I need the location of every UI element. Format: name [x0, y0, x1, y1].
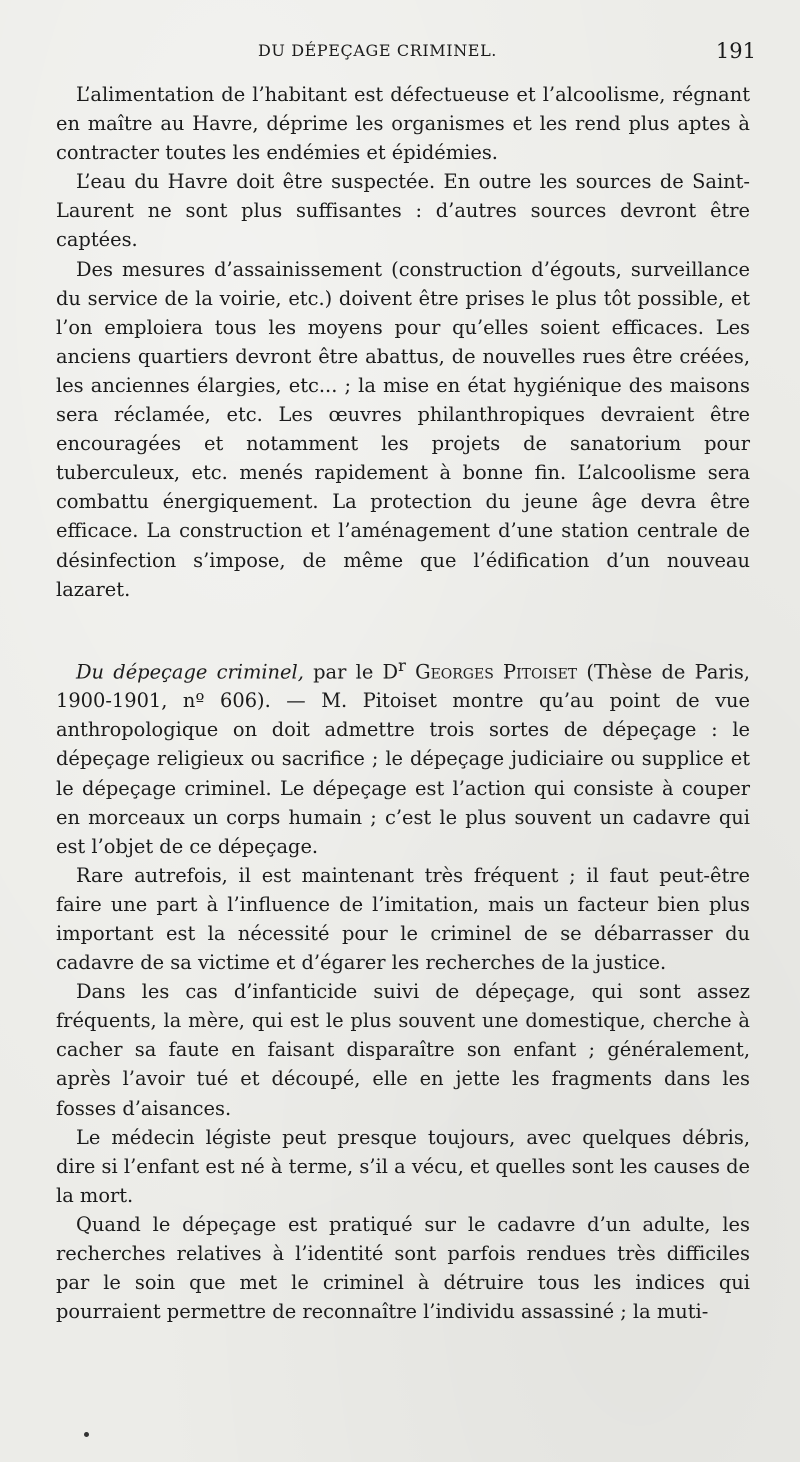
paragraph-rare-autrefois: Rare autrefois, il est maintenant très fréquent ; il faut peut-être faire une part à l’influence de l’imitation, mais un facteur bien plus important est la nécessité pour le criminel de se débarrasser du cadavre de sa victime et d’égarer les recherches de la justice. — [56, 863, 750, 975]
page-number: 191 — [715, 39, 756, 63]
paragraph-infanticide: Dans les cas d’infanticide suivi de dépeçage, qui sont assez fréquents, la mère, qui est le plus souvent une domestique, cherche à cacher sa faute en faisant disparaître son enfant ; généralement, après l’avoir tué et découpé, elle en jette les fragments dans les fosses d’aisances. — [56, 980, 750, 1120]
review-author: Georges Pitoiset — [415, 660, 578, 684]
paragraph-mesures-assainissement: Des mesures d’assainissement (construction d’égouts, surveillance du service de la voirie, etc.) doivent être prises le plus tôt possible, et l’on emploiera tous les moyens pour qu’elles soient efficaces. Les anciens quartiers devront être abattus, de nouvelles rues être créées, les anciennes élargies, etc... ; la mise en état hygiénique des maisons sera réclamée, etc. Les œuvres philanthropiques devraient être encouragées et notamment les projets de sanatorium pour tuberculeux, etc. menés rapidement à bonne fin. L’alcoolisme sera combattu énergiquement. La protection du jeune âge devra être efficace. La construction et l’aménagement d’une station centrale de désinfection s’impose, de même que l’édification d’un nouveau lazaret. — [56, 257, 750, 601]
review-body: (Thèse de Paris, 1900-1901, nº 606). — M. Pitoiset montre qu’au point de vue anthropologique on doit admettre trois sortes de dépeçage : le dépeçage religieux ou sacrifice ; le dépeçage judiciaire ou supplice et le dépeçage criminel. Le dépeçage est l’action qui consiste à couper en morceaux un corps humain ; c’est le plus souvent un cadavre qui est l’objet de ce dépeçage. — [56, 660, 750, 858]
running-title: DU DÉPEÇAGE CRIMINEL. — [258, 41, 497, 60]
review-title: Du dépeçage criminel, — [76, 660, 304, 684]
body-text — [56, 80, 750, 1326]
paragraph-alimentation: L’alimentation de l’habitant est défectueuse et l’alcoolisme, régnant en maître au Havre, déprime les organismes et les rend plus aptes à contracter toutes les endémies et épidémies. — [56, 83, 750, 165]
paragraph-review-depecage — [56, 651, 750, 861]
ink-speck — [84, 1432, 89, 1437]
paragraph-eau-du-havre: L’eau du Havre doit être suspectée. En outre les sources de Saint-Laurent ne sont plus suffisantes : d’autres sources devront être captées. — [56, 170, 750, 252]
review-dr-superscript: r — [398, 655, 406, 675]
page-header — [56, 36, 756, 66]
paragraph-cadavre-adulte: Quand le dépeçage est pratiqué sur le cadavre d’un adulte, les recherches relatives à l’identité sont parfois rendues très difficiles par le soin que met le criminel à détruire tous les indices qui pourraient permettre de reconnaître l’individu assassiné ; la muti- — [56, 1212, 750, 1324]
review-by: par le D — [303, 660, 399, 684]
paragraph-medecin-legiste: Le médecin légiste peut presque toujours, avec quelques débris, dire si l’enfant est né à terme, s’il a vécu, et quelles sont les causes de la mort. — [56, 1125, 750, 1207]
